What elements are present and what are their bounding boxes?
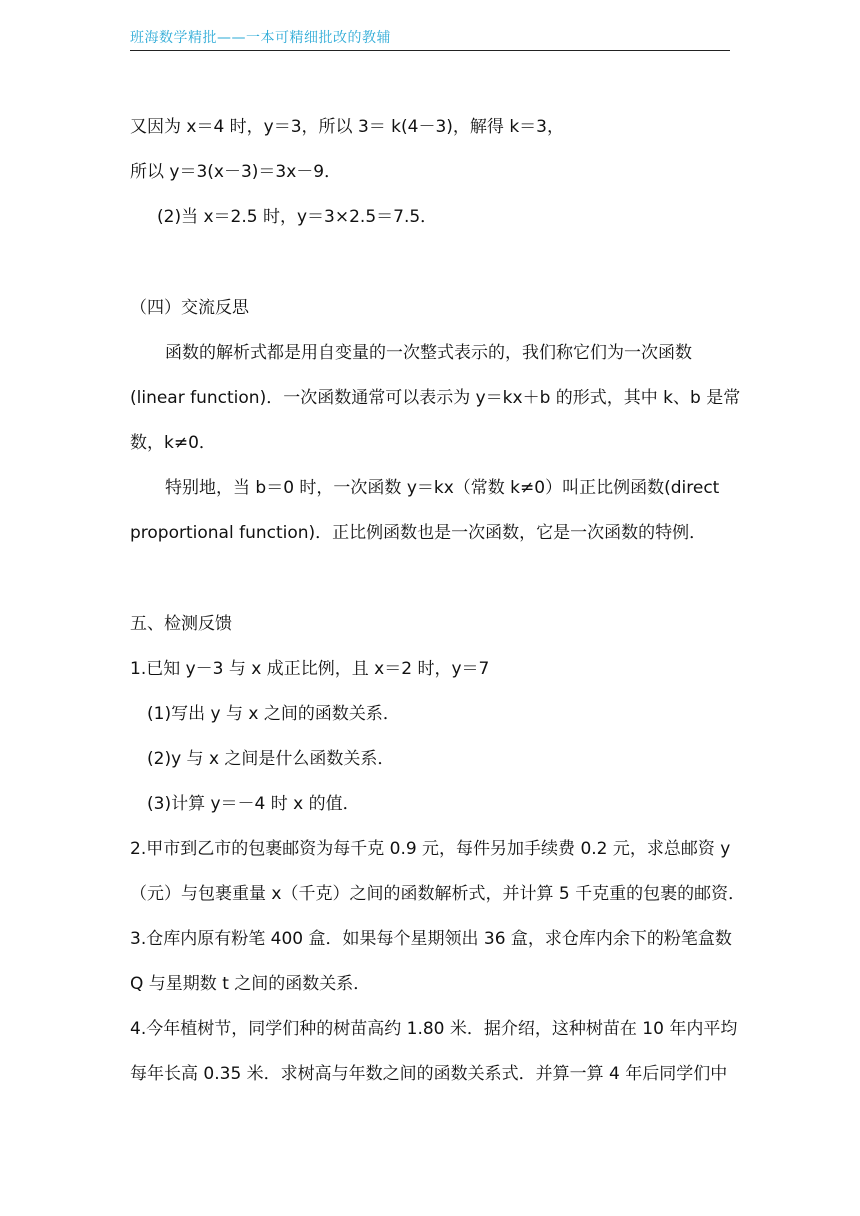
question-line: 2.甲市到乙市的包裹邮资为每千克 0.9 元，每件另加手续费 0.2 元，求总邮资 y [130,839,731,859]
header-title: 班海数学精批——一本可精细批改的教辅 [130,30,391,46]
paragraph-line: proportional function)．正比例函数也是一次函数，它是一次函数的特例． [130,523,707,543]
question-line: 每年长高 0.35 米．求树高与年数之间的函数关系式．并算一算 4 年后同学们中 [130,1064,728,1084]
paragraph-line: 特别地，当 b＝0 时，一次函数 y＝kx（常数 k≠0）叫正比例函数(direct [165,478,720,498]
text-line: 又因为 x＝4 时，y＝3，所以 3＝ k(4－3)，解得 k＝3， [130,117,564,137]
question-line: (2)y 与 x 之间是什么函数关系． [147,749,395,769]
text-line: 所以 y＝3(x－3)＝3x－9． [130,162,342,182]
page-header [130,28,730,51]
question-line: （元）与包裹重量 x（千克）之间的函数解析式，并计算 5 千克重的包裹的邮资． [130,884,746,904]
paragraph-line: (linear function)．一次函数通常可以表示为 y＝kx＋b 的形式，其中 k、b 是常 [130,388,741,408]
question-line: (3)计算 y＝－4 时 x 的值． [147,794,360,814]
question-line: 1.已知 y－3 与 x 成正比例，且 x＝2 时，y＝7 [130,659,490,679]
question-line: 3.仓库内原有粉笔 400 盒．如果每个星期领出 36 盒，求仓库内余下的粉笔盒数 [130,929,732,949]
question-line: (1)写出 y 与 x 之间的函数关系． [147,704,400,724]
question-line: Q 与星期数 t 之间的函数关系． [130,974,371,994]
question-line: 4.今年植树节，同学们种的树苗高约 1.80 米．据介绍，这种树苗在 10 年内平均 [130,1019,738,1039]
section-heading: （四）交流反思 [130,298,249,318]
section-heading: 五、检测反馈 [130,614,232,634]
text-line: (2)当 x＝2.5 时，y＝3×2.5＝7.5． [157,207,438,227]
paragraph-line: 函数的解析式都是用自变量的一次整式表示的，我们称它们为一次函数 [165,343,692,363]
paragraph-line: 数，k≠0． [130,433,216,453]
